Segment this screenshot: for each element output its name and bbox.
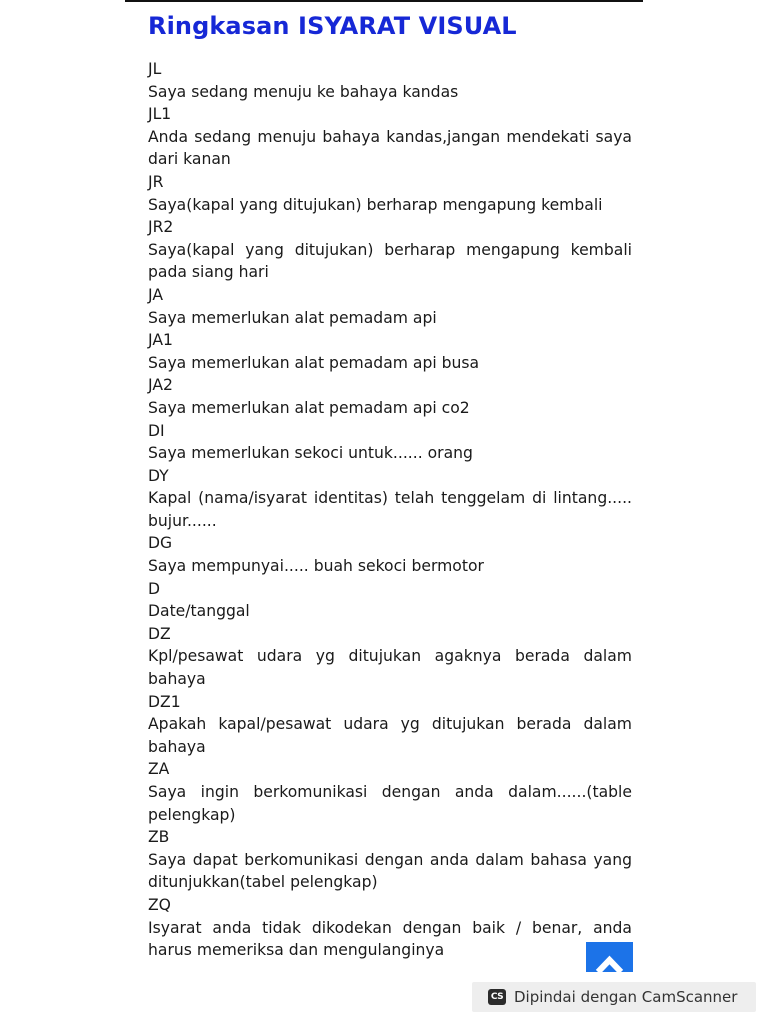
- signal-description: Kpl/pesawat udara yg ditujukan agaknya berada dalam bahaya: [148, 647, 632, 689]
- signal-code: ZA: [148, 760, 170, 779]
- signal-code: JL1: [148, 105, 172, 124]
- signal-description: Saya sedang menuju ke bahaya kandas: [148, 82, 459, 101]
- signal-code: JR2: [148, 218, 174, 237]
- signal-code: JL: [148, 60, 162, 78]
- signal-list: [148, 58, 632, 962]
- signal-code: DZ: [148, 624, 171, 643]
- signal-code: DG: [148, 534, 173, 553]
- signal-code: DZ1: [148, 692, 181, 711]
- signal-description: Saya ingin berkomunikasi dengan anda dalam......(table pelengkap): [148, 783, 632, 824]
- page-title: Ringkasan ISYARAT VISUAL: [148, 12, 517, 40]
- chevron-up-icon: [586, 942, 633, 972]
- top-rule: [125, 0, 643, 2]
- signal-description: Apakah kapal/pesawat udara yg ditujukan berada dalam bahaya: [148, 715, 632, 756]
- signal-code: DI: [148, 421, 165, 440]
- signal-description: Kapal (nama/isyarat identitas) telah tenggelam di lintang..... bujur......: [148, 489, 632, 530]
- signal-code: JA2: [148, 376, 173, 395]
- signal-description: Anda sedang menuju bahaya kandas,jangan mendekati saya dari kanan: [148, 127, 632, 169]
- signal-description: Saya memerlukan alat pemadam api busa: [148, 353, 480, 372]
- signal-description: Saya memerlukan alat pemadam api co2: [148, 398, 470, 417]
- scroll-to-top-button[interactable]: [586, 942, 633, 972]
- camscanner-logo-icon: CS: [488, 989, 506, 1005]
- signal-description: Saya(kapal yang ditujukan) berharap mengapung kembali: [148, 195, 603, 214]
- signal-code: JA1: [148, 331, 173, 350]
- signal-code: ZB: [148, 828, 170, 847]
- signal-code: DY: [148, 466, 169, 485]
- signal-code: ZQ: [148, 895, 171, 914]
- signal-description: Isyarat anda tidak dikodekan dengan baik / benar, anda harus memeriksa dan mengulanginya: [148, 918, 632, 960]
- signal-code: D: [148, 579, 161, 598]
- signal-description: Saya dapat berkomunikasi dengan anda dalam bahasa yang ditunjukkan(tabel pelengkap): [148, 850, 632, 892]
- signal-code: JA: [148, 285, 163, 304]
- signal-description: Saya(kapal yang ditujukan) berharap mengapung kembali pada siang hari: [148, 240, 632, 282]
- signal-description: Date/tanggal: [148, 602, 250, 621]
- camscanner-watermark: [472, 982, 756, 1012]
- signal-description: Saya memerlukan sekoci untuk...... orang: [148, 444, 473, 463]
- camscanner-text: Dipindai dengan CamScanner: [514, 988, 738, 1006]
- signal-description: Saya memerlukan alat pemadam api: [148, 308, 437, 327]
- signal-code: JR: [148, 172, 164, 191]
- signal-description: Saya mempunyai..... buah sekoci bermotor: [148, 557, 484, 576]
